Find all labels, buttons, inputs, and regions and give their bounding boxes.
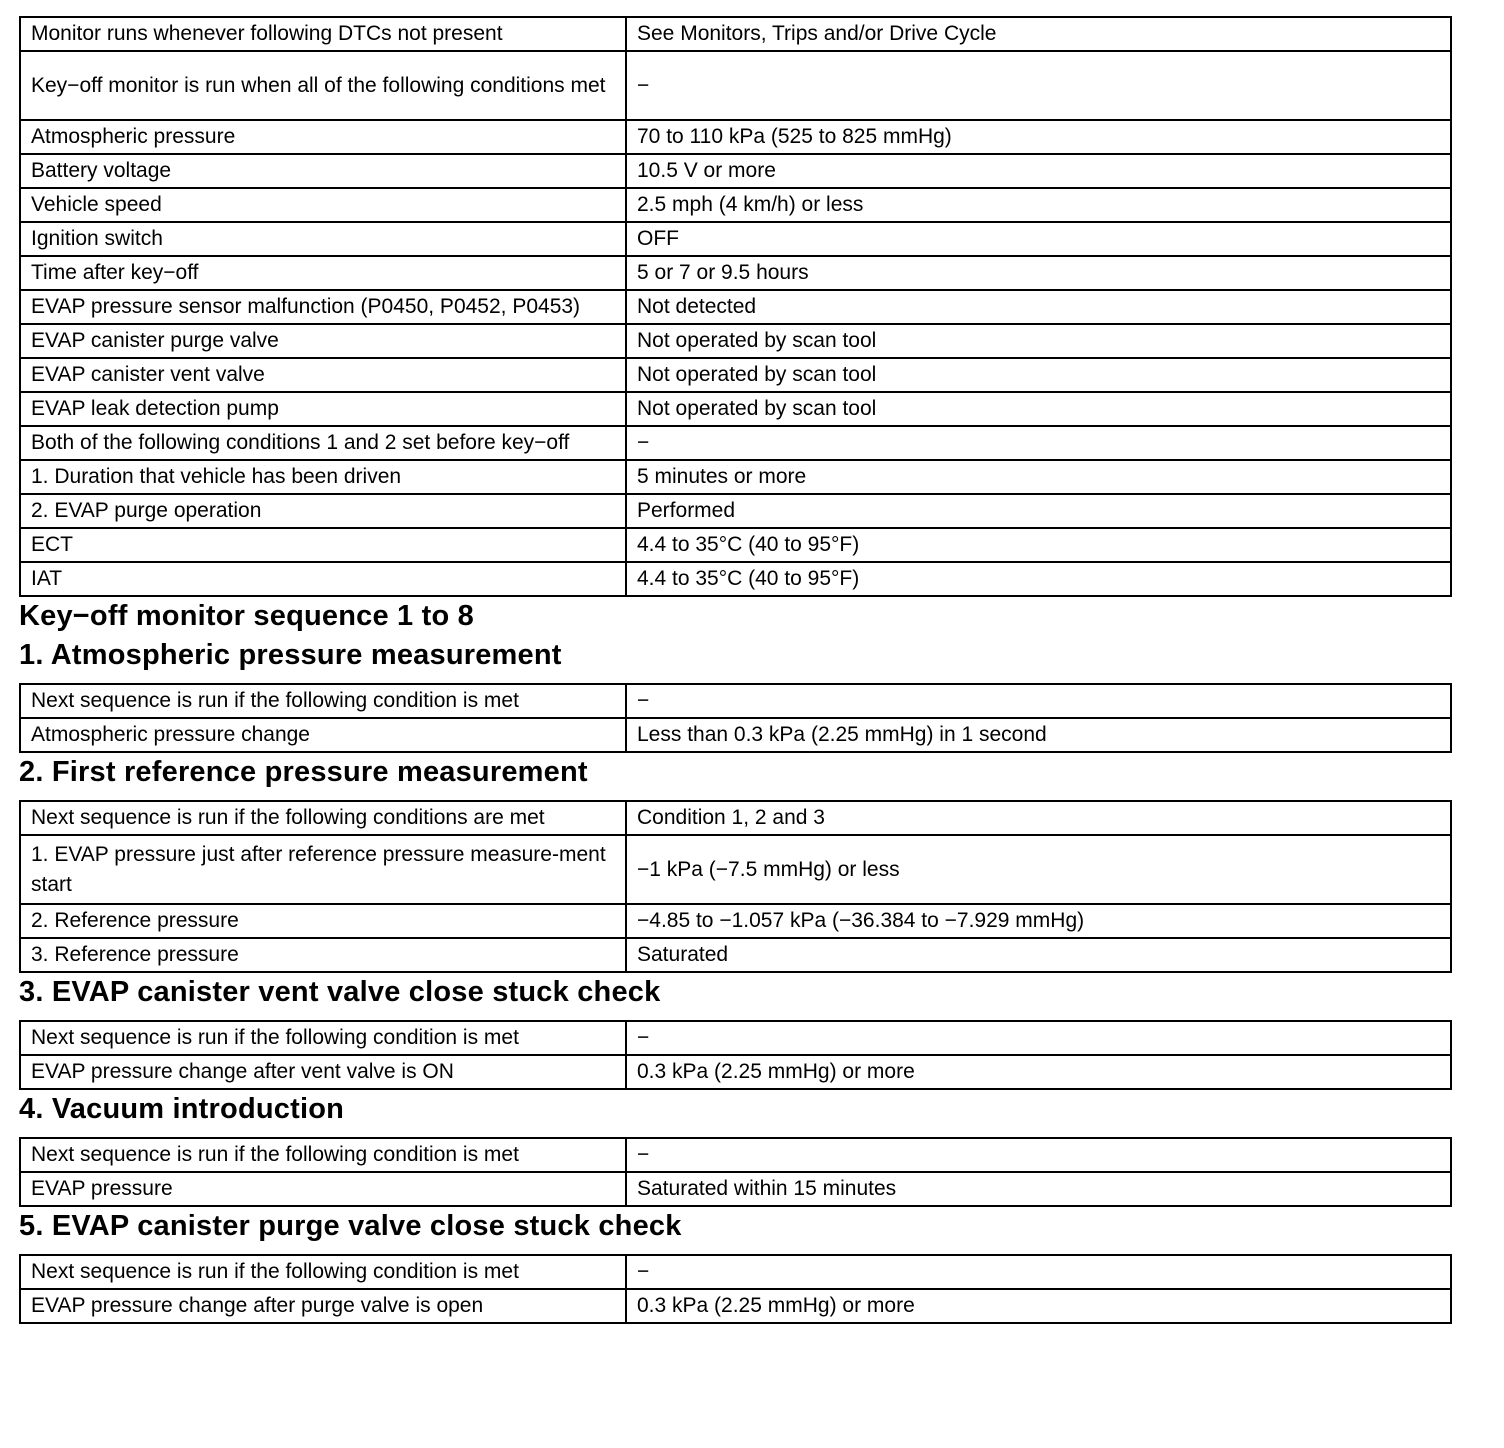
condition-label: EVAP pressure [20,1172,626,1206]
table-row [20,1055,1451,1089]
condition-value: −4.85 to −1.057 kPa (−36.384 to −7.929 mmHg) [626,904,1451,938]
table-row [20,290,1451,324]
table-row [20,154,1451,188]
table-row [20,460,1451,494]
condition-label: 3. Reference pressure [20,938,626,972]
condition-value: 5 minutes or more [626,460,1451,494]
condition-label: EVAP leak detection pump [20,392,626,426]
condition-value: − [626,1138,1451,1172]
condition-label: IAT [20,562,626,596]
table-row [20,1255,1451,1289]
condition-label: Battery voltage [20,154,626,188]
section-heading: 1. Atmospheric pressure measurement [19,639,562,671]
condition-value: Saturated [626,938,1451,972]
condition-value: Not detected [626,290,1451,324]
table-row [20,324,1451,358]
table-row [20,1138,1451,1172]
table-row [20,392,1451,426]
table-row [20,562,1451,596]
atmospheric-pressure-table [19,683,1452,753]
condition-label: 2. EVAP purge operation [20,494,626,528]
condition-value: Not operated by scan tool [626,324,1451,358]
section-heading: 2. First reference pressure measurement [19,756,588,788]
condition-value: − [626,426,1451,460]
vacuum-introduction-table [19,1137,1452,1207]
condition-value: 70 to 110 kPa (525 to 825 mmHg) [626,120,1451,154]
condition-label: Atmospheric pressure change [20,718,626,752]
reference-pressure-table [19,800,1452,973]
table-row [20,222,1451,256]
vent-valve-check-table [19,1020,1452,1090]
condition-value: 4.4 to 35°C (40 to 95°F) [626,528,1451,562]
table-row [20,904,1451,938]
condition-label: Next sequence is run if the following condition is met [20,1021,626,1055]
condition-label: EVAP pressure change after vent valve is ON [20,1055,626,1089]
condition-label: Ignition switch [20,222,626,256]
section-heading: 4. Vacuum introduction [19,1093,345,1125]
table-row [20,17,1451,51]
condition-label: Next sequence is run if the following condition is met [20,1255,626,1289]
condition-value: − [626,684,1451,718]
condition-value: Not operated by scan tool [626,358,1451,392]
table-row [20,188,1451,222]
condition-label: Vehicle speed [20,188,626,222]
condition-value: −1 kPa (−7.5 mmHg) or less [626,835,1451,904]
table-row [20,684,1451,718]
condition-value: 5 or 7 or 9.5 hours [626,256,1451,290]
section-heading: 5. EVAP canister purge valve close stuck check [19,1210,682,1242]
table-row [20,835,1451,904]
table-row [20,1289,1451,1323]
condition-label: Next sequence is run if the following condition is met [20,1138,626,1172]
condition-label: Both of the following conditions 1 and 2 set before key−off [20,426,626,460]
condition-value: − [626,1021,1451,1055]
condition-label: Monitor runs whenever following DTCs not present [20,17,626,51]
condition-label: 2. Reference pressure [20,904,626,938]
document-page [19,16,1452,1324]
condition-value: Performed [626,494,1451,528]
purge-valve-check-table [19,1254,1452,1324]
table-row [20,256,1451,290]
condition-label: Next sequence is run if the following conditions are met [20,801,626,835]
condition-label: EVAP canister vent valve [20,358,626,392]
table-row [20,120,1451,154]
table-row [20,801,1451,835]
section-heading: 3. EVAP canister vent valve close stuck check [19,976,661,1008]
table-row [20,51,1451,120]
table-row [20,358,1451,392]
condition-value: − [626,51,1451,120]
monitor-conditions-table [19,16,1452,597]
condition-label: EVAP pressure sensor malfunction (P0450, P0452, P0453) [20,290,626,324]
condition-value: See Monitors, Trips and/or Drive Cycle [626,17,1451,51]
condition-value: 0.3 kPa (2.25 mmHg) or more [626,1289,1451,1323]
condition-label: Next sequence is run if the following condition is met [20,684,626,718]
condition-value: Less than 0.3 kPa (2.25 mmHg) in 1 second [626,718,1451,752]
condition-label: Time after key−off [20,256,626,290]
condition-value: 4.4 to 35°C (40 to 95°F) [626,562,1451,596]
table-row [20,718,1451,752]
condition-label: 1. EVAP pressure just after reference pressure measure-ment start [20,835,626,904]
condition-label: 1. Duration that vehicle has been driven [20,460,626,494]
condition-label: Key−off monitor is run when all of the following conditions met [20,51,626,120]
table-row [20,528,1451,562]
condition-value: 0.3 kPa (2.25 mmHg) or more [626,1055,1451,1089]
condition-value: Not operated by scan tool [626,392,1451,426]
table-row [20,426,1451,460]
condition-label: EVAP pressure change after purge valve is open [20,1289,626,1323]
condition-value: OFF [626,222,1451,256]
condition-label: ECT [20,528,626,562]
condition-value: Saturated within 15 minutes [626,1172,1451,1206]
table-row [20,494,1451,528]
table-row [20,1021,1451,1055]
sequence-title: Key−off monitor sequence 1 to 8 [19,600,474,632]
condition-value: Condition 1, 2 and 3 [626,801,1451,835]
condition-value: 2.5 mph (4 km/h) or less [626,188,1451,222]
condition-value: 10.5 V or more [626,154,1451,188]
condition-value: − [626,1255,1451,1289]
table-row [20,1172,1451,1206]
condition-label: Atmospheric pressure [20,120,626,154]
condition-label: EVAP canister purge valve [20,324,626,358]
table-row [20,938,1451,972]
